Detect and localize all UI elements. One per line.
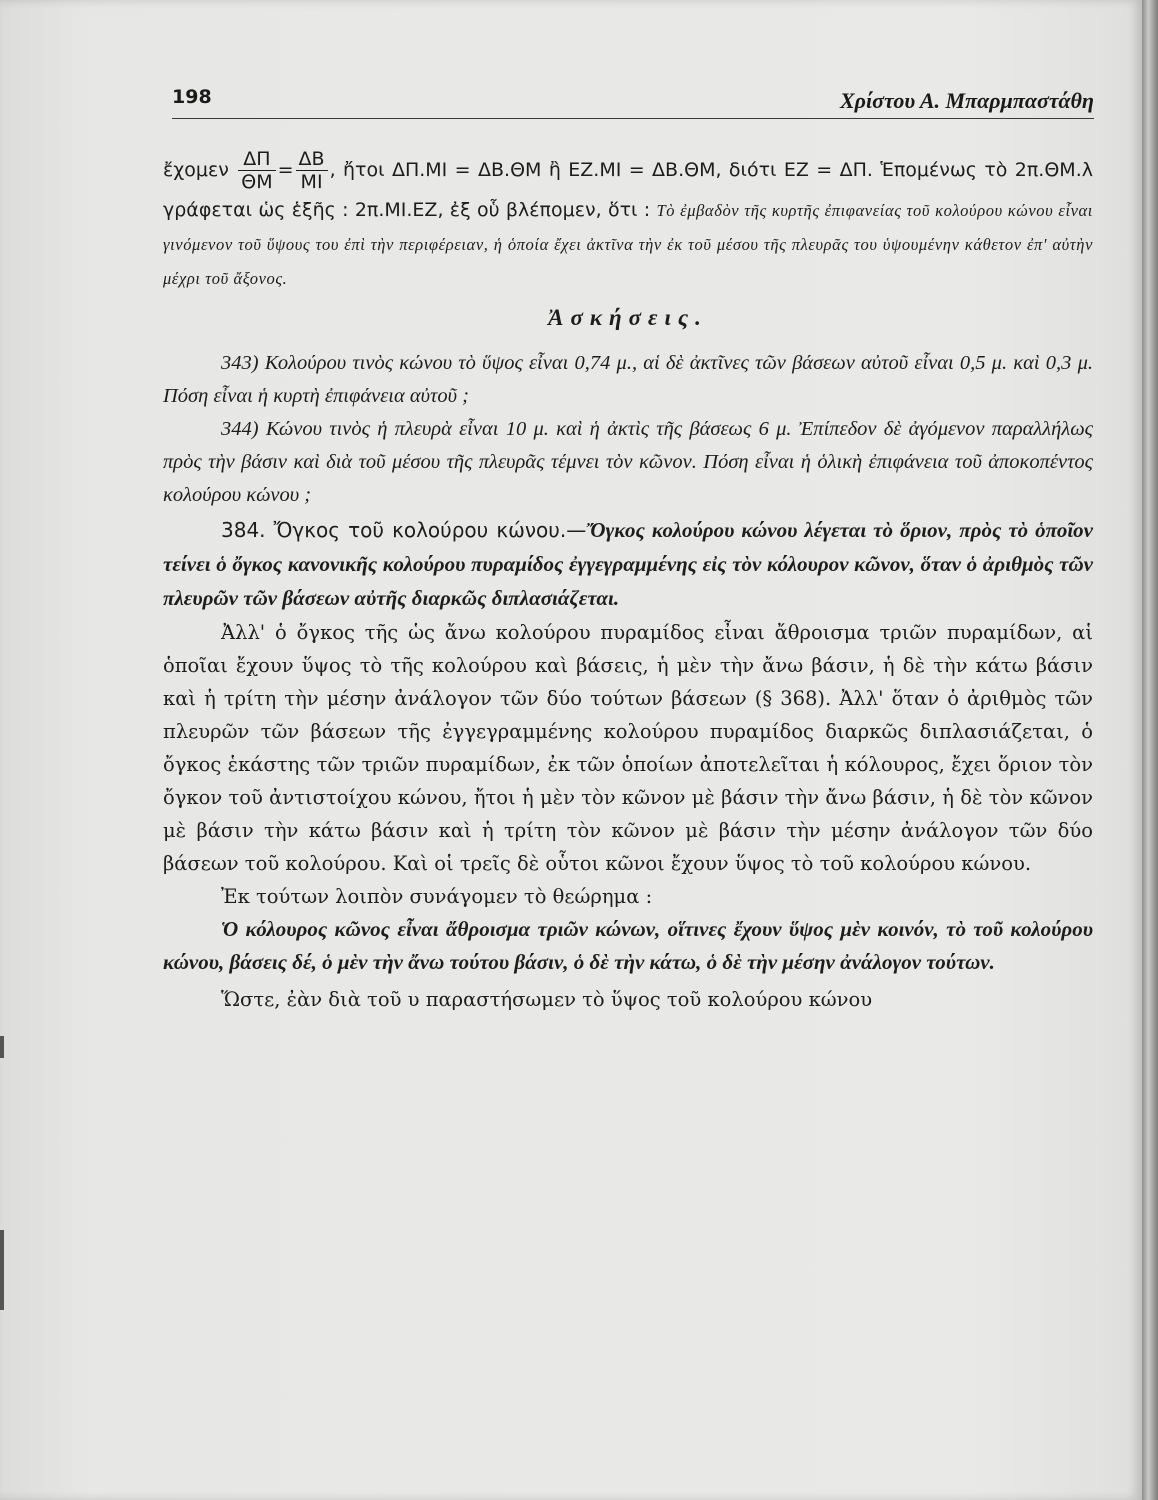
exercises-heading: Ἀσκήσεις.	[548, 305, 708, 330]
section-384	[163, 514, 1093, 616]
fraction-dp-thm	[238, 148, 275, 193]
section-title: 384. Ὄγκος τοῦ κολούρου κώνου.—	[221, 518, 587, 542]
intro-paragraph	[163, 148, 1093, 295]
body-paragraph: Ἐκ τούτων λοιπὸν συνάγομεν τὸ θεώρημα :	[221, 885, 653, 908]
theorem-statement: Ὁ κόλουρος κῶνος εἶναι ἄθροισμα τριῶν κώνων, οἵτινες ἔχουν ὕψος μὲν κοινόν, τὸ τοῦ κολούρου κώνου, βάσεις δέ, ὁ μὲν τὴν ἄνω τούτου βάσιν, ὁ δὲ τὴν κάτω, ὁ δὲ τὴν μέσην ἀνάλογον τούτων.	[163, 917, 1093, 974]
fraction-numerator: ΔΒ	[296, 148, 328, 171]
scan-mark	[0, 1036, 4, 1058]
intro-italic-statement: Τὸ ἐμβαδὸν τῆς κυρτῆς ἐπιφανείας τοῦ κολούρου κώνου εἶναι γινόμενον τοῦ ὕψους του ἐπὶ τὴν περιφέρειαν, ἡ ὁποία ἔχει ἀκτῖνα τὴν ἐκ τοῦ μέσου τῆς πλευρᾶς του ὑψουμένην κάθετον ἐπ' αὐτὴν μέχρι τοῦ ἄξονος.	[163, 201, 1093, 288]
exercise-344: 344) Κώνου τινὸς ἡ πλευρὰ εἶναι 10 μ. καὶ ἡ ἀκτὶς τῆς βάσεως 6 μ. Ἐπίπεδον δὲ ἀγόμενον παραλλήλως πρὸς τὴν βάσιν καὶ διὰ τοῦ μέσου τῆς πλευρᾶς τέμνει τὸν κῶνον. Πόση εἶναι ἡ ὁλικὴ ἐπιφάνεια τοῦ ἀποκοπέντος κολούρου κώνου ;	[163, 418, 1093, 506]
page-header	[172, 82, 1094, 119]
fraction-numerator: ΔΠ	[238, 148, 275, 171]
fraction-db-mi	[296, 148, 328, 193]
page-content	[163, 148, 1093, 1016]
intro-lead: ἔχομεν	[163, 159, 229, 181]
scan-mark	[0, 1230, 4, 1310]
equals-sign: =	[277, 159, 294, 181]
page-edge	[1142, 0, 1158, 1500]
page-number: 198	[172, 86, 212, 108]
fraction-denominator: ΜΙ	[300, 171, 323, 193]
running-head: Χρίστου Α. Μπαρμπαστάθη	[839, 88, 1094, 113]
section-definition: Ὄγκος κολούρου κώνου λέγεται τὸ ὅριον, πρὸς τὸ ὁποῖον τείνει ὁ ὄγκος κανονικῆς κολούρου πυραμίδος ἐγγεγραμμένης εἰς τὸν κόλουρον κῶνον, ὅταν ὁ ἀριθμὸς τῶν πλευρῶν τῶν βάσεων αὐτῆς διαρκῶς διπλασιάζεται.	[163, 518, 1093, 610]
intro-rest: , ἤτοι ΔΠ.ΜΙ = ΔΒ.ΘΜ ἢ ΕΖ.ΜΙ = ΔΒ.ΘΜ, διότι ΕΖ = ΔΠ. Ἑπομένως τὸ 2π.ΘΜ.λ γράφεται ὡς ἑξῆς : 2π.ΜΙ.ΕΖ, ἐξ οὗ βλέπομεν, ὅτι :	[163, 159, 1093, 221]
fraction-denominator: ΘΜ	[241, 171, 273, 193]
body-paragraph: Ἀλλ' ὁ ὄγκος τῆς ὡς ἄνω κολούρου πυραμίδος εἶναι ἄθροισμα τριῶν πυραμίδων, αἱ ὁποῖαι ἔχουν ὕψος τὸ τῆς κολούρου καὶ βάσεις, ἡ μὲν τὴν ἄνω βάσιν, ἡ δὲ τὴν κάτω βάσιν καὶ ἡ τρίτη τὴν μέσην ἀνάλογον τῶν δύο τούτων βάσεων (§ 368). Ἀλλ' ὅταν ὁ ἀριθμὸς τῶν πλευρῶν τῶν βάσεων τῆς ἐγγεγραμμένης κολούρου πυραμίδος διαρκῶς διπλασιάζεται, ὁ ὄγκος ἑκάστης τῶν τριῶν πυραμίδων, ἐκ τῶν ὁποίων ἀποτελεῖται ἡ κόλουρος, ἔχει ὅριον τὸν ὄγκον τοῦ ἀντιστοίχου κώνου, ἤτοι ἡ μὲν τὸν κῶνον μὲ βάσιν τὴν ἄνω βάσιν, ἡ δὲ τὸν κῶνον μὲ βάσιν τὴν κάτω βάσιν καὶ ἡ τρίτη τὸν κῶνον μὲ βάσιν τὴν μέσην ἀνάλογον τῶν δύο βάσεων τοῦ κολούρου. Καὶ οἱ τρεῖς δὲ οὗτοι κῶνοι ἔχουν ὕψος τὸ τοῦ κολούρου κώνου.	[163, 621, 1093, 875]
exercise-343: 343) Κολούρου τινὸς κώνου τὸ ὕψος εἶναι 0,74 μ., αἱ δὲ ἀκτῖνες τῶν βάσεων αὐτοῦ εἶναι 0,5 μ. καὶ 0,3 μ. Πόση εἶναι ἡ κυρτὴ ἐπιφάνεια αὐτοῦ ;	[163, 352, 1093, 407]
body-paragraph: Ὥστε, ἐὰν διὰ τοῦ υ παραστήσωμεν τὸ ὕψος τοῦ κολούρου κώνου	[221, 988, 873, 1011]
